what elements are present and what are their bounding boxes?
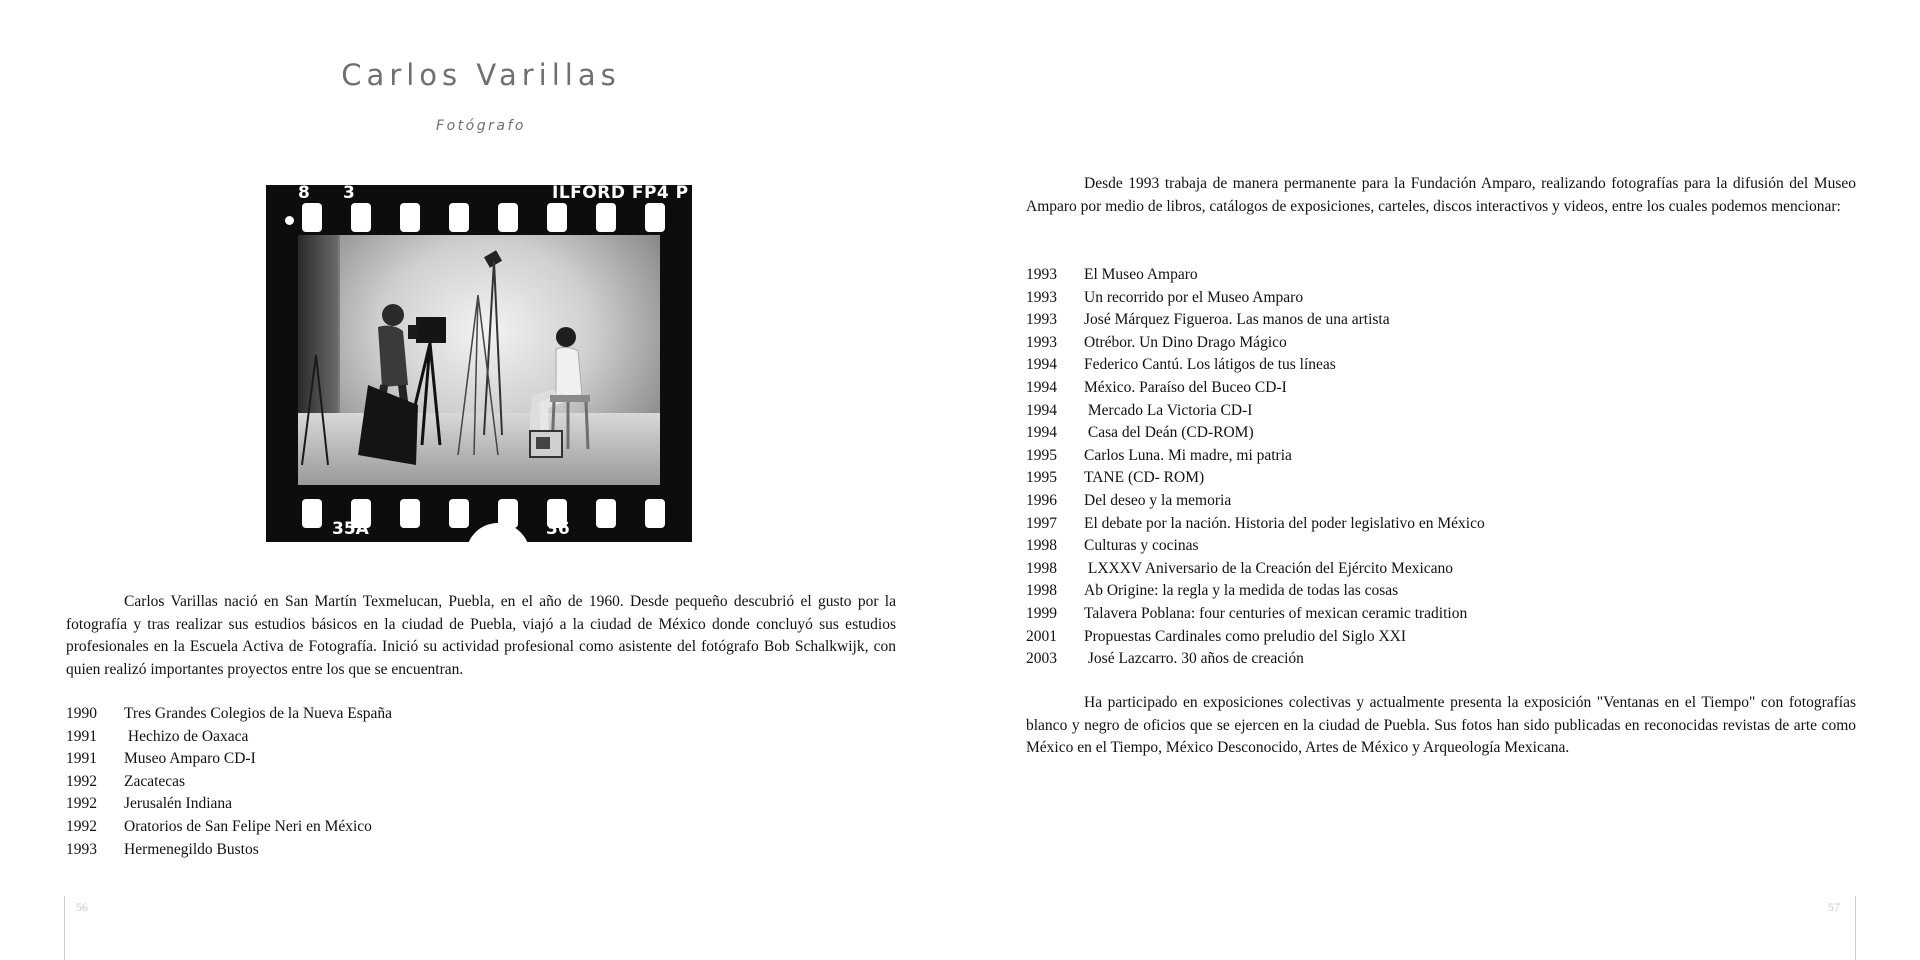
project-year: 1991 [66, 727, 97, 745]
project-title: Culturas y cocinas [1084, 537, 1199, 555]
project-title: Carlos Luna. Mi madre, mi patria [1084, 446, 1292, 464]
project-title: El Museo Amparo [1084, 266, 1198, 283]
list-item [1026, 490, 1485, 513]
list-item [66, 703, 392, 726]
project-title: El debate por la nación. Historia del poder legislativo en México [1084, 514, 1485, 532]
project-title: Tres Grandes Colegios de la Nueva España [124, 705, 393, 722]
project-year: 1991 [66, 750, 97, 768]
project-list-right [1026, 264, 1485, 671]
project-title: Casa del Deán (CD-ROM) [1084, 424, 1254, 442]
film-frame-number: 36 [546, 519, 570, 539]
list-item [1026, 467, 1485, 490]
project-title: Ab Origine: la regla y la medida de todas las cosas [1084, 582, 1399, 600]
list-item [1026, 603, 1485, 626]
page-rule [64, 896, 65, 960]
list-item [1026, 580, 1485, 603]
project-title: Jerusalén Indiana [124, 795, 233, 813]
intro-paragraph: Desde 1993 trabaja de manera permanente para la Fundación Amparo, realizando fotografías para la difusión del Museo Amparo por medio de libros, catálogos de exposiciones, carteles, discos interactivos y videos, entre los cuales podemos mencionar: [1026, 175, 1856, 215]
page-number: 57 [1828, 900, 1840, 914]
project-year: 1990 [66, 705, 97, 722]
closing-paragraph: Ha participado en exposiciones colectivas y actualmente presenta la exposición "Ventanas en el Tiempo" con fotografías blanco y negro de oficios que se ejercen en la ciudad de Puebla. Sus fotos han sido publicadas en reconocidas revistas de arte como México en el Tiempo, México Desconocido, Artes de México y Arqueología Mexicana. [1026, 694, 1856, 756]
project-year: 1998 [1026, 582, 1057, 600]
project-title: Oratorios de San Felipe Neri en México [124, 817, 372, 835]
list-item [1026, 400, 1485, 423]
list-item [1026, 287, 1485, 310]
list-item [1026, 422, 1485, 445]
page-rule [1855, 896, 1856, 960]
project-year: 1993 [1026, 311, 1057, 329]
list-item [1026, 377, 1485, 400]
project-year: 1999 [1026, 604, 1057, 622]
list-item [1026, 445, 1485, 468]
list-item [1026, 626, 1485, 649]
film-frame-number: 3 [343, 185, 355, 203]
project-title: Hechizo de Oaxaca [124, 727, 249, 745]
project-year: 1992 [66, 795, 97, 813]
page-subtitle: Fotógrafo [436, 118, 526, 134]
film-strip-photo [266, 185, 692, 542]
project-title: Mercado La Victoria CD-I [1084, 401, 1253, 419]
film-frame-number: 35A [332, 519, 369, 539]
list-item [66, 839, 392, 862]
project-title: Talavera Poblana: four centuries of mexican ceramic tradition [1084, 604, 1468, 622]
list-item [66, 816, 392, 839]
project-title: TANE (CD- ROM) [1084, 469, 1205, 487]
list-item [1026, 264, 1485, 287]
list-item [1026, 535, 1485, 558]
project-title: Un recorrido por el Museo Amparo [1084, 288, 1304, 306]
project-title: José Lazcarro. 30 años de creación [1084, 650, 1304, 668]
project-year: 1998 [1026, 537, 1057, 555]
film-brand-label: ILFORD FP4 P [552, 185, 689, 203]
bio-paragraph: Carlos Varillas nació en San Martín Texmelucan, Puebla, en el año de 1960. Desde pequeño descubrió el gusto por la fotografía y tras realizar sus estudios básicos en la ciudad de Puebla, viajó a la ciudad de México donde concluyó sus estudios profesionales en la Escuela Activa de Fotografía. Inició su actividad profesional como asistente del fotógrafo Bob Schalkwijk, con quien realizó importantes proyectos entre los que se encuentran. [66, 593, 896, 678]
film-sprocket-row-top [302, 203, 692, 232]
project-title: Otrébor. Un Dino Drago Mágico [1084, 333, 1287, 351]
project-year: 1996 [1026, 491, 1057, 509]
project-year: 1992 [66, 772, 97, 790]
project-year: 1993 [66, 840, 97, 858]
project-year: 1994 [1026, 401, 1057, 419]
project-year: 1998 [1026, 559, 1057, 577]
project-title: Museo Amparo CD-I [124, 750, 256, 768]
list-item [1026, 309, 1485, 332]
photo-scene-graphic [298, 235, 660, 485]
right-page [960, 0, 1920, 960]
film-dot [285, 216, 294, 225]
project-year: 1993 [1026, 288, 1057, 306]
list-item [66, 726, 392, 749]
list-item [66, 748, 392, 771]
page-number: 56 [76, 900, 88, 914]
project-year: 1995 [1026, 469, 1057, 487]
project-year: 1993 [1026, 333, 1057, 351]
project-year: 2003 [1026, 650, 1057, 668]
page-title: Carlos Varillas [341, 58, 621, 92]
project-title: Zacatecas [124, 772, 186, 790]
list-item [1026, 648, 1485, 671]
project-year: 2001 [1026, 627, 1057, 645]
project-year: 1994 [1026, 356, 1057, 374]
project-list-left [66, 703, 392, 861]
list-item [1026, 558, 1485, 581]
project-title: Federico Cantú. Los látigos de tus líneas [1084, 356, 1336, 374]
project-title: LXXXV Aniversario de la Creación del Ejército Mexicano [1084, 559, 1454, 577]
list-item [1026, 354, 1485, 377]
film-frame-number: 8 [298, 185, 310, 203]
project-title: Del deseo y la memoria [1084, 491, 1232, 509]
list-item [66, 771, 392, 794]
project-title: México. Paraíso del Buceo CD-I [1084, 378, 1287, 396]
project-year: 1992 [66, 817, 97, 835]
list-item [1026, 513, 1485, 536]
studio-photograph [298, 235, 660, 485]
list-item [66, 793, 392, 816]
project-year: 1994 [1026, 424, 1057, 442]
project-year: 1993 [1026, 266, 1057, 283]
project-title: Hermenegildo Bustos [124, 840, 259, 858]
project-title: Propuestas Cardinales como preludio del Siglo XXI [1084, 627, 1407, 645]
project-title: José Márquez Figueroa. Las manos de una artista [1084, 311, 1390, 329]
project-year: 1995 [1026, 446, 1057, 464]
project-year: 1994 [1026, 378, 1057, 396]
project-year: 1997 [1026, 514, 1057, 532]
list-item [1026, 332, 1485, 355]
